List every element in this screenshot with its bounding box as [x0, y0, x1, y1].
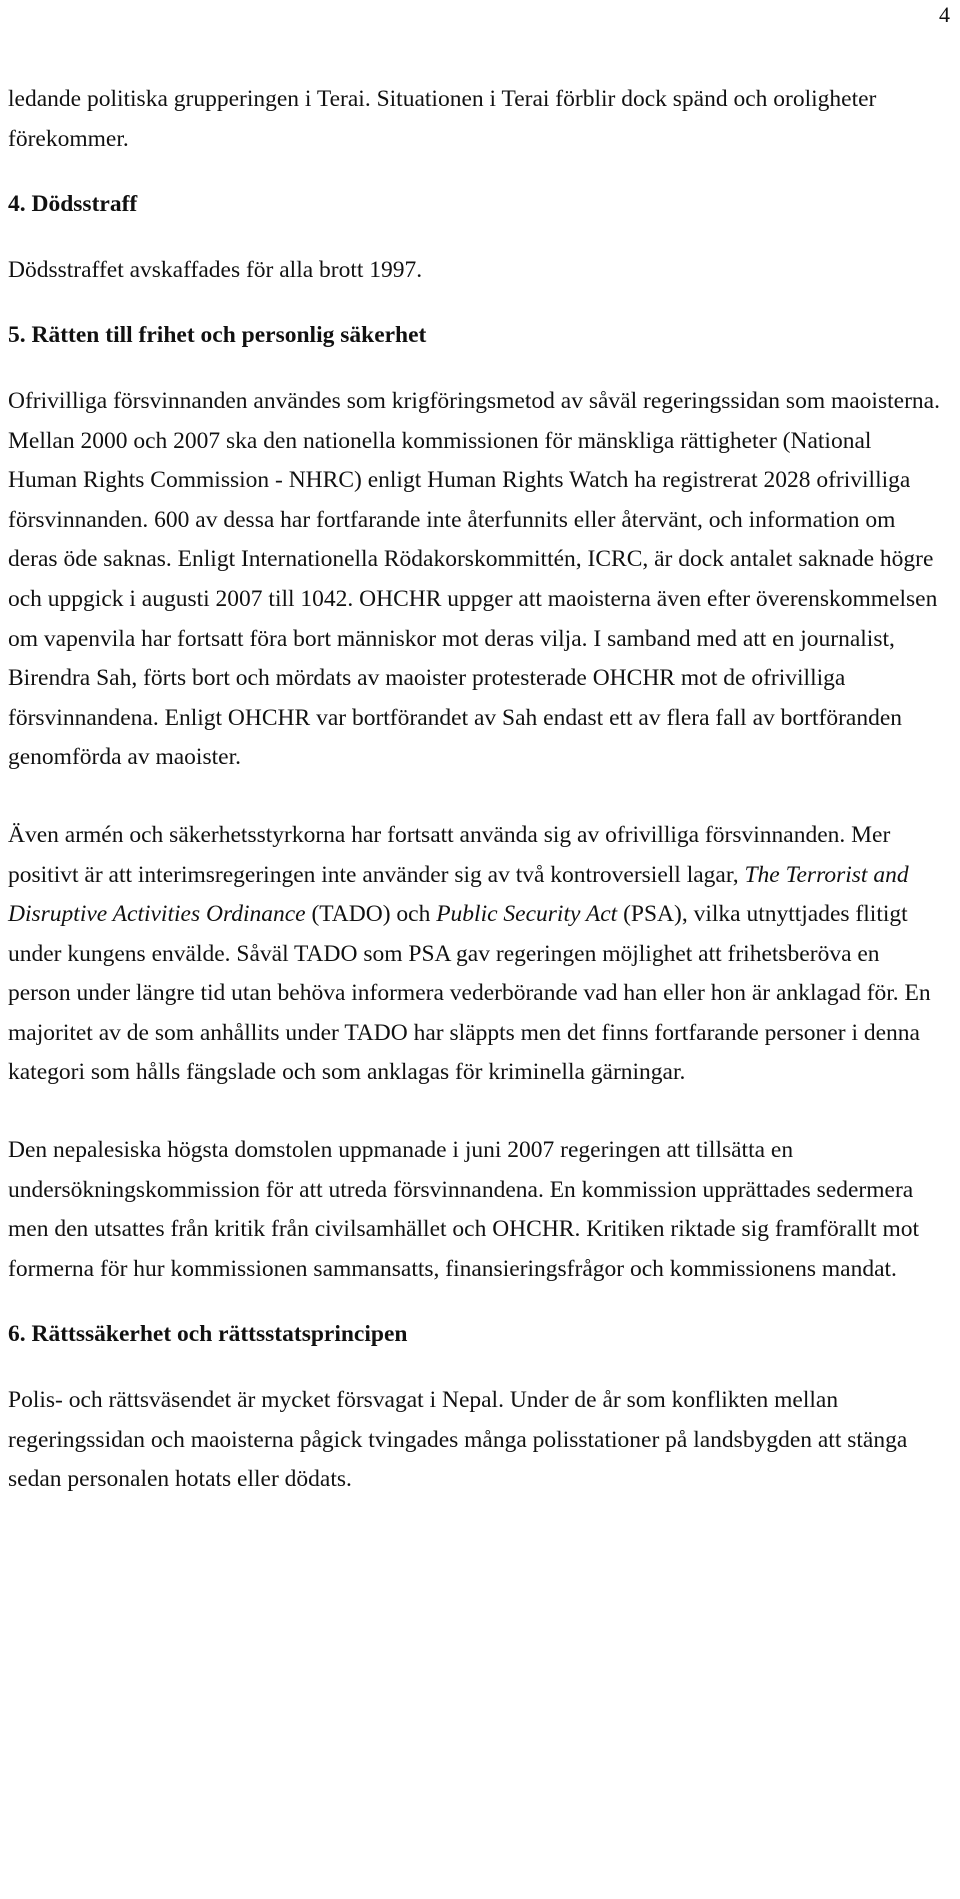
section-4-paragraph: Dödsstraffet avskaffades för alla brott 1997. [8, 256, 423, 283]
page-number: 4 [939, 2, 950, 27]
document-body [8, 80, 943, 1500]
paragraph-2-text-a: Även armén och säkerhetsstyrkorna har fortsatt använda sig av ofrivilliga försvinnanden. Mer positivt är att interimsregeringen inte använder sig av två kontroversiell lagar, [8, 821, 891, 888]
section-5-paragraph-1: Ofrivilliga försvinnanden användes som krigföringsmetod av såväl regeringssidan som maoisterna. Mellan 2000 och 2007 ska den nationella kommissionen för mänskliga rättigheter (National Human Rights Commission - NHRC) enligt Human Rights Watch ha registrerat 2028 ofrivilliga försvinnanden. 600 av dessa har fortfarande inte återfunnits eller återvänt, och information om deras öde saknas. Enligt Internationella Rödakorskommittén, ICRC, är dock antalet saknade högre och uppgick i augusti 2007 till 1042. OHCHR uppger att maoisterna även efter överenskommelsen om vapenvila har fortsatt föra bort människor mot deras vilja. I samband med att en journalist, Birendra Sah, förts bort och mördats av maoister protesterade OHCHR mot de ofrivilliga försvinnandena. Enligt OHCHR var bortförandet av Sah endast ett av flera fall av bortföranden genomförda av maoister. [8, 387, 940, 771]
section-5-heading: 5. Rätten till frihet och personlig säkerhet [8, 322, 427, 349]
section-6-heading: 6. Rättssäkerhet och rättsstatsprincipen [8, 1321, 408, 1348]
section-5-paragraph-2 [8, 816, 943, 1093]
law-title-tado: The Terrorist and Disruptive Activities Ordinance [8, 861, 909, 928]
section-4-heading: 4. Dödsstraff [8, 191, 138, 218]
section-5-paragraph-3: Den nepalesiska högsta domstolen uppmanade i juni 2007 regeringen att tillsätta en undersökningskommission för att utreda försvinnandena. En kommission upprättades sedermera men den utsattes från kritik från civilsamhället och OHCHR. Kritiken riktade sig framförallt mot formerna för hur kommissionen sammansatts, finansieringsfrågor och kommissionens mandat. [8, 1137, 920, 1282]
paragraph-2-text-c: (PSA), vilka utnyttjades flitigt under kungens envälde. Såväl TADO som PSA gav regeringen möjlighet att frihetsberöva en person under längre tid utan behöva informera vederbörande vad han eller hon är anklagad för. En majoritet av de som anhållits under TADO har släppts men det finns fortfarande personer i denna kategori som hålls fängslade och som anklagas för kriminella gärningar. [8, 901, 931, 1086]
section-6-paragraph: Polis- och rättsväsendet är mycket försvagat i Nepal. Under de år som konflikten mellan regeringssidan och maoisterna pågick tvingades många polisstationer på landsbygden att stänga sedan personalen hotats eller dödats. [8, 1387, 908, 1493]
intro-paragraph: ledande politiska grupperingen i Terai. Situationen i Terai förblir dock spänd och oroligheter förekommer. [8, 86, 877, 152]
law-title-psa: Public Security Act [436, 901, 618, 928]
paragraph-2-text-b: (TADO) och [305, 901, 437, 928]
